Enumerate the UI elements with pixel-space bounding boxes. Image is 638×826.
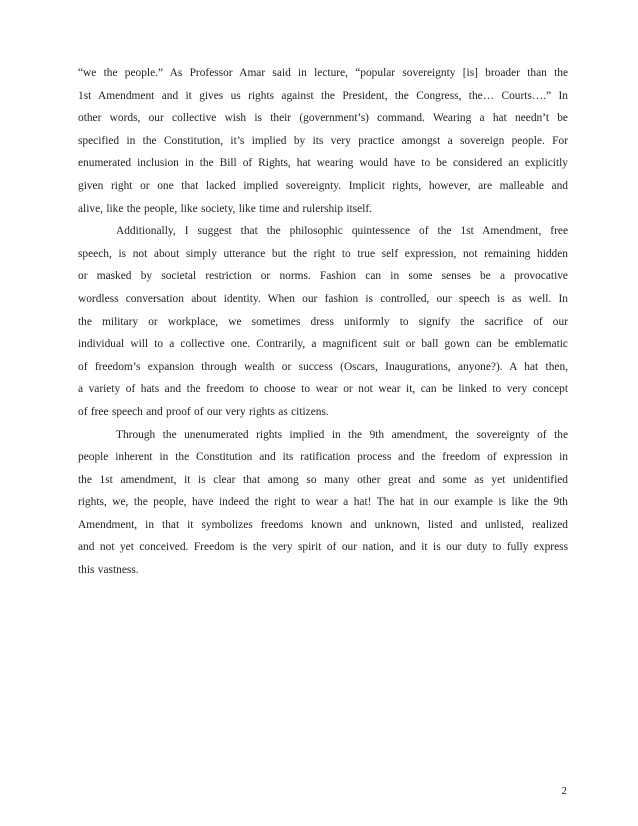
body-line: alive, like the people, like society, like time and rulership itself.	[78, 202, 373, 215]
body-line: Additionally, I suggest that the philosophic quintessence of the 1st Amendment, free	[116, 225, 568, 238]
body-line: people inherent in the Constitution and its ratification process and the freedom of expression in	[78, 451, 568, 464]
body-line: speech, is not about simply utterance but the right to true self expression, not remaining hidden	[78, 247, 568, 260]
body-line: of freedom’s expansion through wealth or success (Oscars, Inaugurations, anyone?). A hat then,	[78, 360, 568, 373]
body-line: rights, we, the people, have indeed the right to wear a hat! The hat in our example is like the 9th	[78, 496, 568, 509]
body-line: Amendment, in that it symbolizes freedoms known and unknown, listed and unlisted, realized	[78, 518, 568, 531]
body-line: the 1st amendment, it is clear that among so many other great and some as yet unidentified	[78, 473, 568, 486]
body-line: Through the unenumerated rights implied in the 9th amendment, the sovereignty of the	[116, 428, 568, 441]
page-number: 2	[561, 785, 567, 797]
body-line: the military or workplace, we sometimes dress uniformly to signify the sacrifice of our	[78, 315, 568, 328]
body-line: of free speech and proof of our very rights as citizens.	[78, 405, 329, 418]
body-line: individual will to a collective one. Contrarily, a magnificent suit or ball gown can be emblematic	[78, 338, 568, 351]
body-line: this vastness.	[78, 564, 139, 577]
body-line: or masked by societal restriction or norms. Fashion can in some senses be a provocative	[78, 270, 568, 283]
document-body	[78, 62, 568, 582]
body-line: 1st Amendment and it gives us rights against the President, the Congress, the… Courts….” In	[78, 89, 568, 102]
body-line: and not yet conceived. Freedom is the very spirit of our nation, and it is our duty to fully express	[78, 541, 568, 554]
body-line: enumerated inclusion in the Bill of Rights, hat wearing would have to be considered an explicitly	[78, 157, 568, 170]
body-line: given right or one that lacked implied sovereignty. Implicit rights, however, are malleable and	[78, 179, 568, 192]
body-line: specified in the Constitution, it’s implied by its very practice amongst a sovereign people. For	[78, 134, 568, 147]
body-line: a variety of hats and the freedom to choose to wear or not wear it, can be linked to very concept	[78, 383, 568, 396]
body-line: other words, our collective wish is their (government’s) command. Wearing a hat needn’t be	[78, 112, 568, 125]
body-line: wordless conversation about identity. When our fashion is controlled, our speech is as well. In	[78, 292, 568, 305]
body-line: “we the people.” As Professor Amar said in lecture, “popular sovereignty [is] broader than the	[78, 67, 568, 79]
